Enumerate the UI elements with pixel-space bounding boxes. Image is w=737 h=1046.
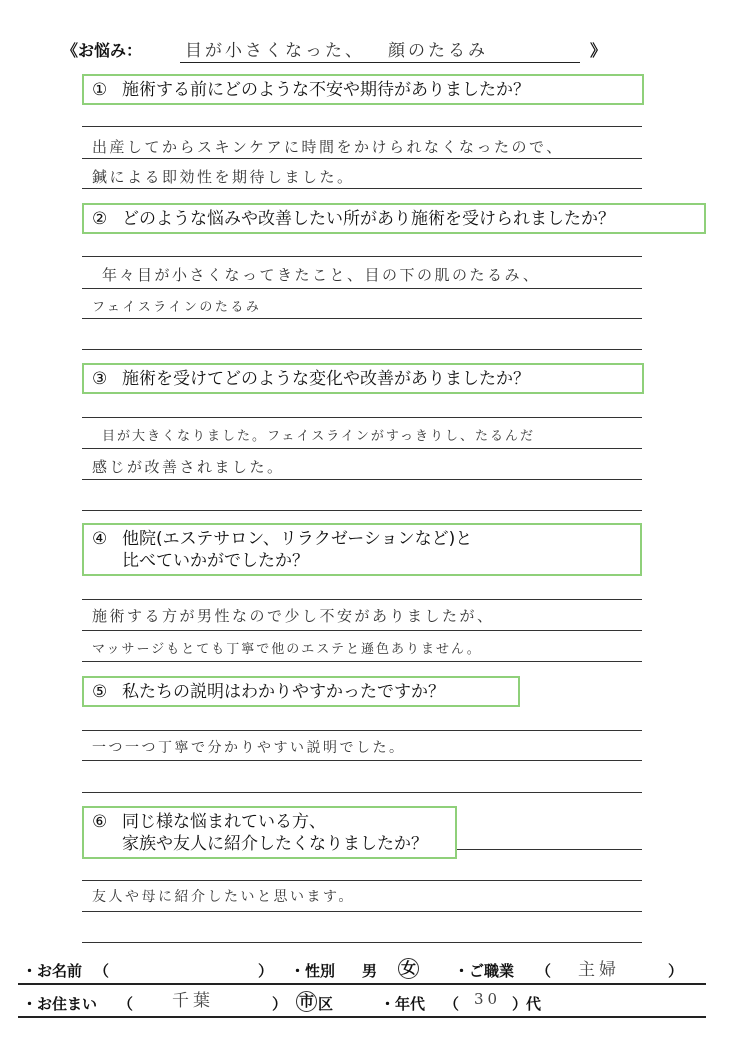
- answer-line: [82, 349, 642, 350]
- ward-option: 区: [318, 995, 334, 1013]
- answer-3-line-1: 目が大きくなりました。フェイスラインがすっきりし、たるんだ: [102, 429, 536, 444]
- occupation-label: ・ご職業: [454, 962, 515, 980]
- age-value: 30: [474, 990, 502, 1008]
- answer-line: [82, 792, 642, 793]
- answer-3-line-2: 感じが改善されました。: [92, 458, 285, 476]
- occupation-value: 主婦: [578, 960, 620, 980]
- worry-text-1: 目が小さくなった、: [185, 41, 365, 61]
- answer-line: [82, 911, 642, 912]
- age-open-paren: （: [444, 995, 460, 1013]
- question-6-box: [82, 806, 457, 859]
- worry-text-2: 顔のたるみ: [388, 41, 488, 61]
- gender-female: [398, 958, 419, 979]
- footer-divider-2: [18, 1016, 706, 1018]
- question-1-box: [82, 74, 644, 105]
- question-2-box: [82, 203, 706, 234]
- gender-label: ・性別: [290, 962, 336, 980]
- address-value: 千葉: [172, 991, 214, 1011]
- name-label: ・お名前: [22, 962, 83, 980]
- answer-line: [82, 417, 642, 418]
- gender-male: 男: [362, 962, 378, 980]
- footer-divider-1: [18, 983, 706, 985]
- answer-line: [457, 849, 642, 850]
- question-5-box: [82, 676, 520, 707]
- answer-6-line-1: 友人や母に紹介したいと思います。: [92, 889, 355, 905]
- worry-label: 《お悩み：: [62, 41, 143, 60]
- answer-line: [82, 880, 642, 881]
- answer-line: [82, 760, 642, 761]
- question-6-number: ⑥: [92, 812, 108, 832]
- name-close-paren: ）: [258, 962, 274, 980]
- answer-line: [82, 126, 642, 127]
- address-open-paren: （: [118, 995, 134, 1013]
- age-suffix: 代: [526, 995, 542, 1013]
- name-open-paren: （: [94, 962, 110, 980]
- age-close-paren: ）: [512, 995, 528, 1013]
- question-3-text: 施術を受けてどのような変化や改善がありましたか？: [122, 369, 530, 389]
- address-label: ・お住まい: [22, 995, 98, 1013]
- address-close-paren: ）: [272, 995, 288, 1013]
- question-4-box: [82, 523, 642, 576]
- answer-line: [82, 256, 642, 257]
- answer-1-line-2: 鍼による即効性を期待しました。: [92, 168, 355, 186]
- answer-line: [82, 448, 642, 449]
- question-1-text: 施術する前にどのような不安や期待がありましたか？: [122, 80, 530, 100]
- answer-line: [82, 942, 642, 943]
- question-4-number: ④: [92, 529, 108, 549]
- gender-female-circled: 女: [398, 958, 419, 979]
- answer-5-line-1: 一つ一つ丁寧で分かりやすい説明でした。: [92, 740, 406, 756]
- question-2-text: どのような悩みや改善したい所があり施術を受けられましたか？: [122, 209, 615, 229]
- answer-line: [82, 318, 642, 319]
- answer-line: [82, 661, 642, 662]
- occupation-close-paren: ）: [668, 962, 684, 980]
- answer-2-line-2: フェイスラインのたるみ: [92, 300, 262, 315]
- question-4-text-2: 比べていかがでしたか？: [122, 551, 309, 571]
- question-2-number: ②: [92, 209, 108, 229]
- answer-4-line-2: マッサージもとても丁寧で他のエステと遜色ありません。: [92, 642, 482, 657]
- answer-line: [82, 188, 642, 189]
- answer-line: [82, 630, 642, 631]
- occupation-open-paren: （: [536, 962, 552, 980]
- answer-line: [82, 730, 642, 731]
- question-3-number: ③: [92, 369, 108, 389]
- question-6-text-1: 同じ様な悩まれている方、: [122, 812, 326, 832]
- city-option: [296, 991, 317, 1012]
- answer-line: [82, 479, 642, 480]
- answer-4-line-1: 施術する方が男性なので少し不安がありましたが、: [92, 607, 495, 625]
- answer-1-line-1: 出産してからスキンケアに時間をかけられなくなったので、: [92, 138, 564, 156]
- age-label: ・年代: [380, 995, 426, 1013]
- answer-line: [82, 158, 642, 159]
- worry-underline: [180, 62, 580, 63]
- question-5-number: ⑤: [92, 682, 108, 702]
- answer-line: [82, 288, 642, 289]
- answer-line: [82, 599, 642, 600]
- question-6-text-2: 家族や友人に紹介したくなりましたか？: [122, 834, 428, 854]
- answer-line: [82, 510, 642, 511]
- question-1-number: ①: [92, 80, 108, 100]
- question-4-text-1: 他院(エステサロン、リラクゼーションなど)と: [122, 529, 473, 549]
- answer-2-line-1: 年々目が小さくなってきたこと、目の下の肌のたるみ、: [102, 266, 541, 284]
- question-3-box: [82, 363, 644, 394]
- city-circled: 市: [296, 991, 317, 1012]
- question-5-text: 私たちの説明はわかりやすかったですか？: [122, 682, 445, 702]
- worry-close-bracket: 》: [590, 41, 607, 60]
